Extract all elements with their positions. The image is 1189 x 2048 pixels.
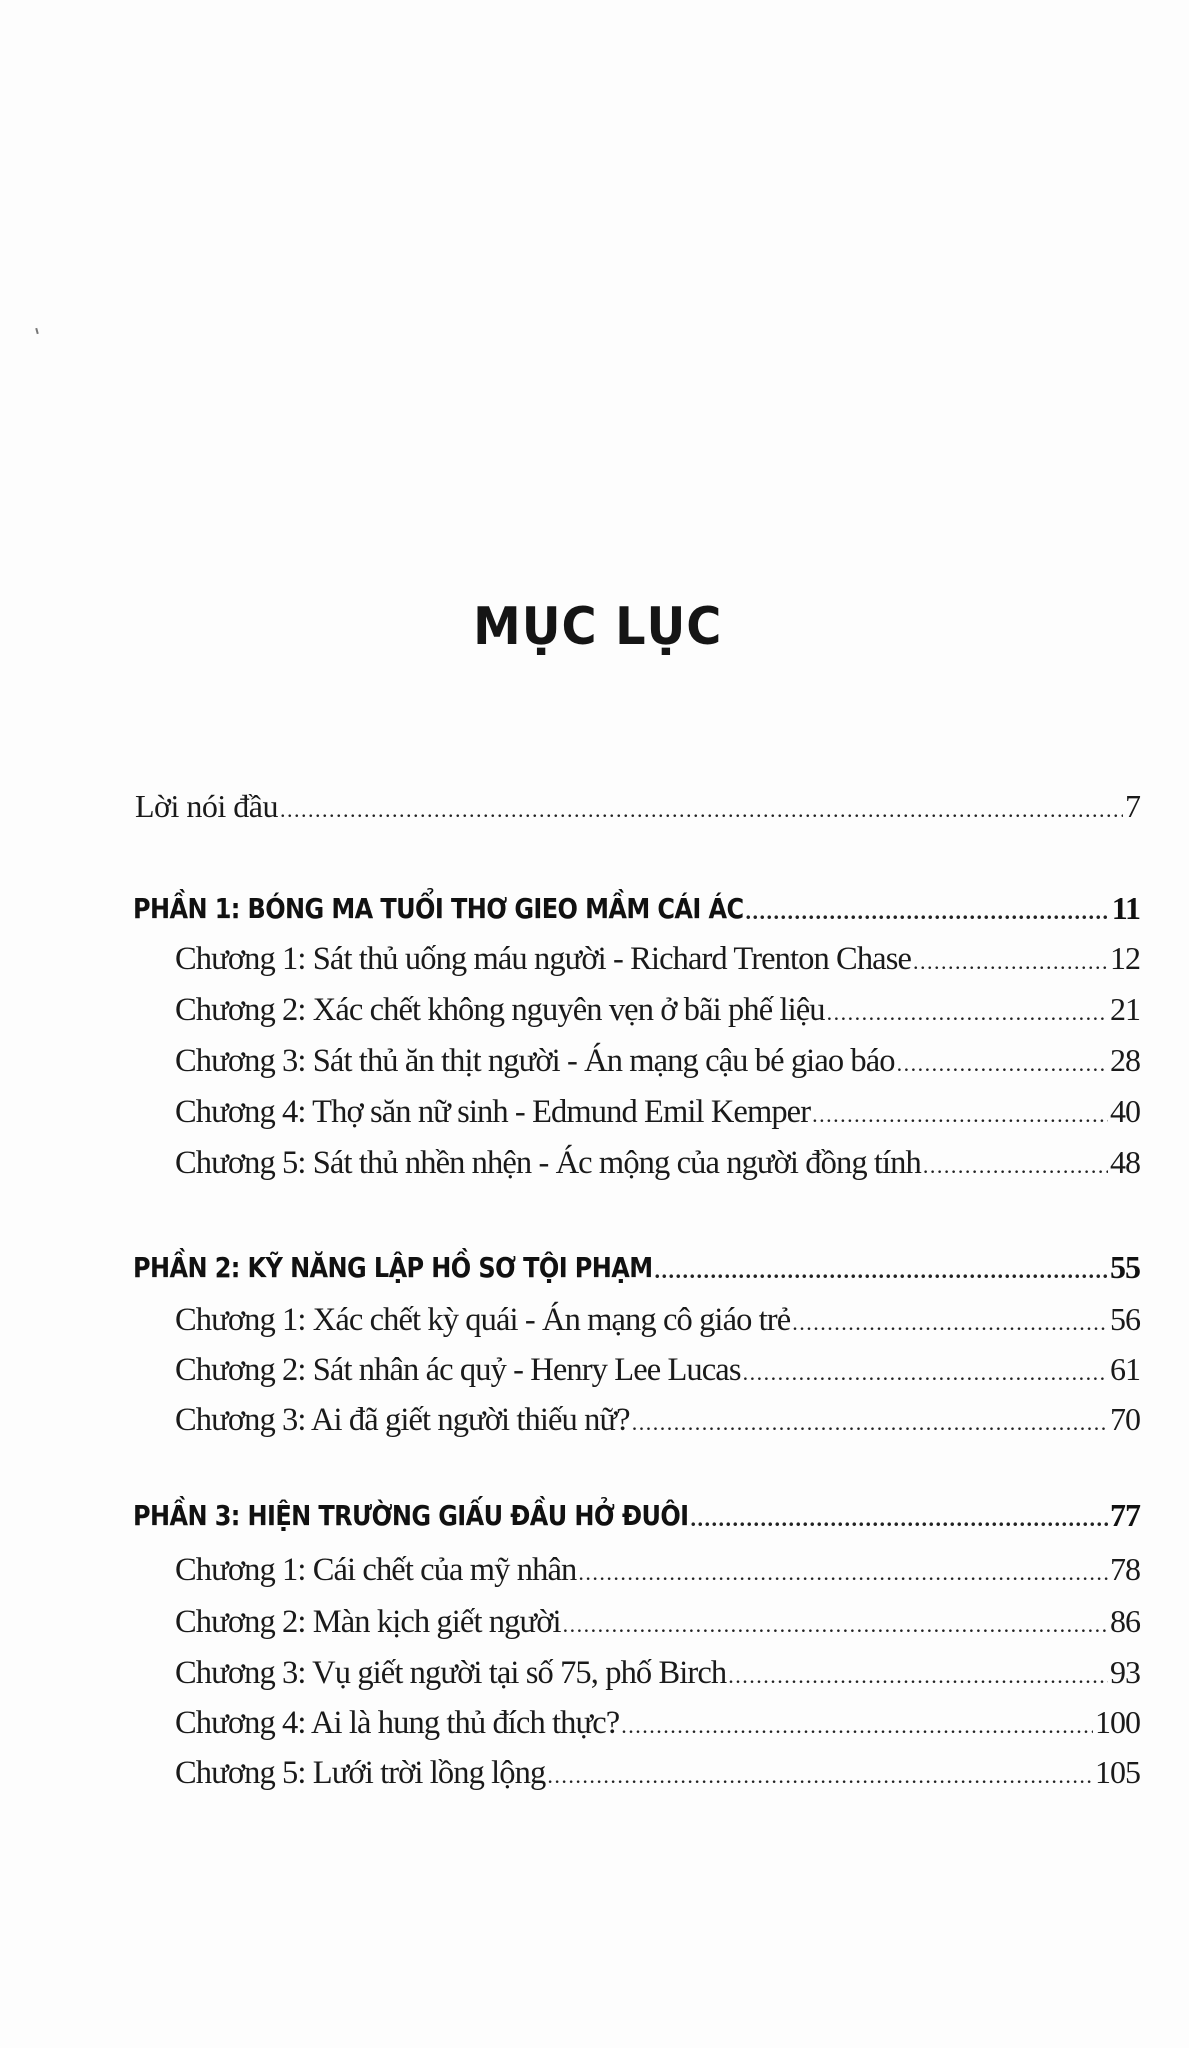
entry-label: Lời nói đầu — [135, 788, 278, 824]
chapter-label: Chương 1: Sát thủ uống máu người - Richard Trenton Chase — [175, 941, 911, 977]
page-number: 40 — [1110, 1093, 1140, 1129]
toc-chapter[interactable] — [175, 1650, 1140, 1694]
dot-leader — [812, 1093, 1108, 1137]
chapter-label: Chương 5: Sát thủ nhền nhện - Ác mộng của người đồng tính — [175, 1145, 921, 1181]
part-label: PHẦN 3: HIỆN TRƯỜNG GIẤU ĐẦU HỞ ĐUÔI — [133, 1499, 689, 1533]
toc-chapter[interactable] — [175, 936, 1140, 980]
page-title: MỤC LỤC — [473, 596, 723, 657]
dot-leader — [923, 1144, 1108, 1188]
page-number: 86 — [1110, 1603, 1140, 1639]
dot-leader — [547, 1754, 1093, 1798]
dot-leader — [621, 1704, 1093, 1748]
dot-leader — [728, 1654, 1108, 1698]
chapter-label: Chương 3: Vụ giết người tại số 75, phố Birch — [175, 1655, 727, 1691]
toc-chapter[interactable] — [175, 1397, 1140, 1441]
page-number: 11 — [1111, 890, 1140, 926]
page-number: 55 — [1110, 1249, 1140, 1285]
chapter-label: Chương 4: Ai là hung thủ đích thực? — [175, 1705, 620, 1741]
dot-leader — [280, 788, 1123, 832]
chapter-label: Chương 1: Cái chết của mỹ nhân — [175, 1552, 577, 1588]
dot-leader — [792, 1301, 1108, 1345]
page-number: 77 — [1110, 1497, 1140, 1533]
dot-leader — [897, 1042, 1108, 1086]
page-number: 7 — [1125, 788, 1140, 824]
toc-chapter[interactable] — [175, 1750, 1140, 1794]
page-number: 12 — [1110, 940, 1140, 976]
page-number: 28 — [1110, 1042, 1140, 1078]
page-number: 70 — [1110, 1401, 1140, 1437]
page-number: 105 — [1095, 1754, 1140, 1790]
toc-chapter[interactable] — [175, 987, 1140, 1031]
page-number: 48 — [1110, 1144, 1140, 1180]
dot-leader — [827, 991, 1108, 1035]
chapter-label: Chương 4: Thợ săn nữ sinh - Edmund Emil Kemper — [175, 1094, 811, 1130]
page-number: 56 — [1110, 1301, 1140, 1337]
page-number: 61 — [1110, 1351, 1140, 1387]
toc-chapter[interactable] — [175, 1599, 1140, 1643]
toc-part-1[interactable] — [133, 886, 1140, 930]
chapter-label: Chương 2: Màn kịch giết người — [175, 1604, 561, 1640]
toc-chapter[interactable] — [175, 1297, 1140, 1341]
chapter-label: Chương 3: Sát thủ ăn thịt người - Án mạng cậu bé giao báo — [175, 1043, 895, 1079]
dot-leader — [632, 1401, 1108, 1445]
toc-entry-preface[interactable] — [135, 784, 1140, 828]
toc-part-3[interactable] — [133, 1493, 1140, 1537]
dot-leader — [745, 890, 1109, 934]
chapter-label: Chương 5: Lưới trời lồng lộng — [175, 1755, 546, 1791]
part-label: PHẦN 1: BÓNG MA TUỔI THƠ GIEO MẦM CÁI ÁC — [133, 892, 744, 926]
dot-leader — [913, 940, 1108, 984]
toc-chapter[interactable] — [175, 1547, 1140, 1591]
page-number: 93 — [1110, 1654, 1140, 1690]
dot-leader — [578, 1551, 1108, 1595]
chapter-label: Chương 2: Sát nhân ác quỷ - Henry Lee Lucas — [175, 1352, 741, 1388]
chapter-label: Chương 1: Xác chết kỳ quái - Án mạng cô giáo trẻ — [175, 1302, 791, 1338]
toc-chapter[interactable] — [175, 1089, 1140, 1133]
toc-chapter[interactable] — [175, 1038, 1140, 1082]
toc-chapter[interactable] — [175, 1347, 1140, 1391]
part-label: PHẦN 2: KỸ NĂNG LẬP HỒ SƠ TỘI PHẠM — [133, 1251, 653, 1285]
page-number: 78 — [1110, 1551, 1140, 1587]
dot-leader — [563, 1603, 1108, 1647]
page-number: 21 — [1110, 991, 1140, 1027]
chapter-label: Chương 3: Ai đã giết người thiếu nữ? — [175, 1402, 630, 1438]
dot-leader — [691, 1497, 1108, 1541]
toc-chapter[interactable] — [175, 1140, 1140, 1184]
chapter-label: Chương 2: Xác chết không nguyên vẹn ở bãi phế liệu — [175, 992, 825, 1028]
toc-part-2[interactable] — [133, 1245, 1140, 1289]
dot-leader — [743, 1351, 1108, 1395]
page-number: 100 — [1095, 1704, 1140, 1740]
toc-chapter[interactable] — [175, 1700, 1140, 1744]
dot-leader — [655, 1249, 1108, 1293]
